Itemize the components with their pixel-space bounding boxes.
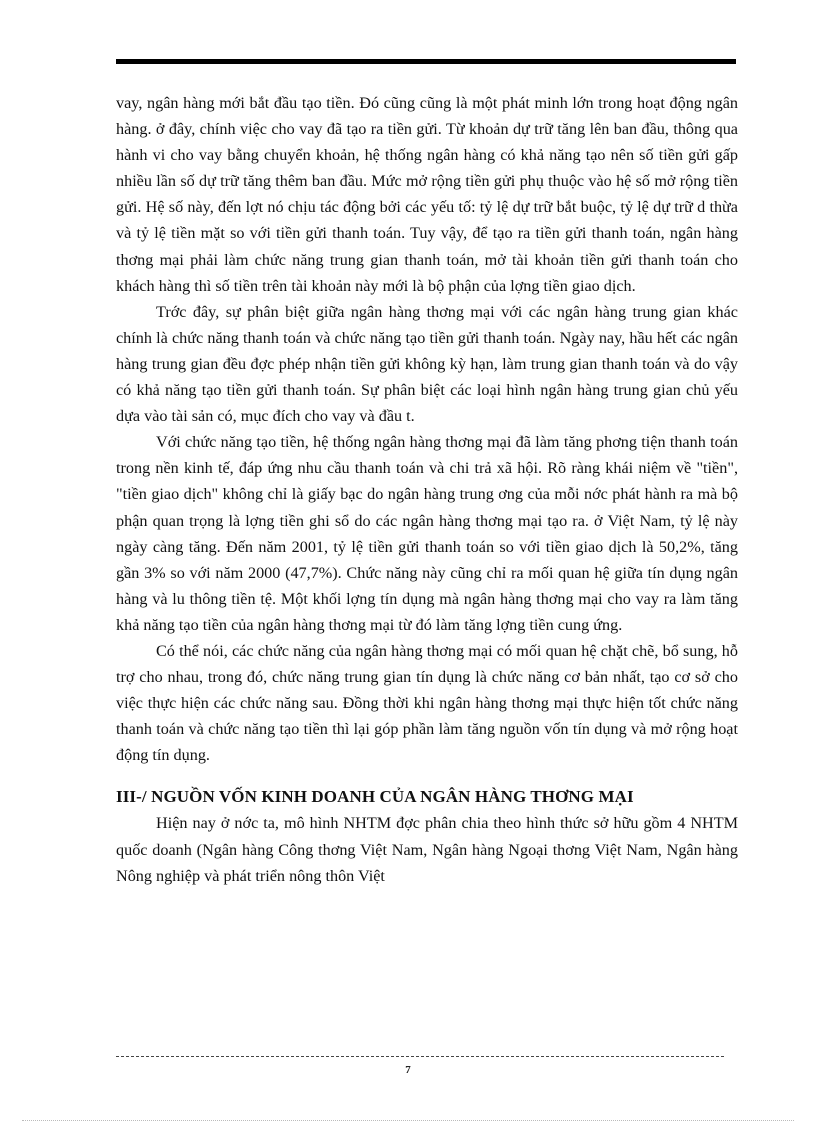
paragraph-2: Trớc đây, sự phân biệt giữa ngân hàng thơng mại với các ngân hàng trung gian khác chính là chức năng thanh toán và chức năng tạo tiền gửi thanh toán. Ngày nay, hầu hết các ngân hàng trung gian đều đợc phép nhận tiền gửi không kỳ hạn, làm trung gian thanh toán và do vậy có khả năng tạo tiền gửi thanh toán. Sự phân biệt các loại hình ngân hàng trung gian chủ yếu dựa vào tài sản có, mục đích cho vay và đầu t.	[116, 302, 738, 426]
paragraph-5: Hiện nay ở nớc ta, mô hình NHTM đợc phân chia theo hình thức sở hữu gồm 4 NHTM quốc doanh (Ngân hàng Công thơng Việt Nam, Ngân hàng Ngoại thơng Việt Nam, Ngân hàng Nông nghiệp và phát triển nông thôn Việt	[116, 814, 738, 885]
header-rule	[116, 59, 736, 64]
section-heading: III-/ NGUỒN VỐN KINH DOANH CỦA NGÂN HÀNG THƠNG MẠI	[116, 787, 634, 807]
paragraph-4: Có thể nói, các chức năng của ngân hàng thơng mại có mối quan hệ chặt chẽ, bổ sung, hỗ trợ cho nhau, trong đó, chức năng trung gian tín dụng là chức năng cơ bản nhất, tạo cơ sở cho việc thực hiện các chức năng sau. Đồng thời khi ngân hàng thơng mại thực hiện tốt chức năng thanh toán và chức năng tạo tiền thì lại góp phần làm tăng nguồn vốn tín dụng và mở rộng hoạt động tín dụng.	[116, 641, 738, 765]
document-body	[116, 90, 738, 889]
page-edge-line	[22, 1120, 794, 1121]
paragraph-1: vay, ngân hàng mới bắt đầu tạo tiền. Đó cũng cũng là một phát minh lớn trong hoạt động ngân hàng. ở đây, chính việc cho vay đã tạo ra tiền gửi. Từ khoản dự trữ tăng lên ban đầu, thông qua hành vi cho vay bằng chuyển khoản, hệ thống ngân hàng có khả năng tạo nên số tiền gửi gấp nhiều lần số dự trữ tăng thêm ban đầu. Mức mở rộng tiền gửi phụ thuộc vào hệ số mở rộng tiền gửi. Hệ số này, đến lợt nó chịu tác động bởi các yếu tố: tỷ lệ dự trữ bắt buộc, tỷ lệ dự trữ d thừa và tỷ lệ tiền mặt so với tiền gửi thanh toán. Tuy vậy, để tạo ra tiền gửi thanh toán, ngân hàng thơng mại phải làm chức năng trung gian thanh toán, mở tài khoản tiền gửi thanh toán cho khách hàng thì số tiền trên tài khoản này mới là bộ phận của lợng tiền giao dịch.	[116, 94, 738, 295]
footer-rule	[116, 1056, 724, 1057]
page-number: 7	[405, 1064, 411, 1076]
paragraph-3: Với chức năng tạo tiền, hệ thống ngân hàng thơng mại đã làm tăng phơng tiện thanh toán trong nền kinh tế, đáp ứng nhu cầu thanh toán và chi trả xã hội. Rõ ràng khái niệm về "tiền", "tiền giao dịch" không chỉ là giấy bạc do ngân hàng trung ơng của mỗi nớc phát hành ra mà bộ phận quan trọng là lợng tiền ghi sổ do các ngân hàng thơng mại tạo ra. ở Việt Nam, tỷ lệ này ngày càng tăng. Đến năm 2001, tỷ lệ tiền gửi thanh toán so với tiền giao dịch là 50,2%, tăng gần 3% so với năm 2000 (47,7%). Chức năng này cũng chỉ ra mối quan hệ giữa tín dụng ngân hàng và lu thông tiền tệ. Một khối lợng tín dụng mà ngân hàng thơng mại cho vay ra làm tăng khả năng tạo tiền của ngân hàng thơng mại từ đó làm tăng lợng tiền cung ứng.	[116, 433, 738, 634]
